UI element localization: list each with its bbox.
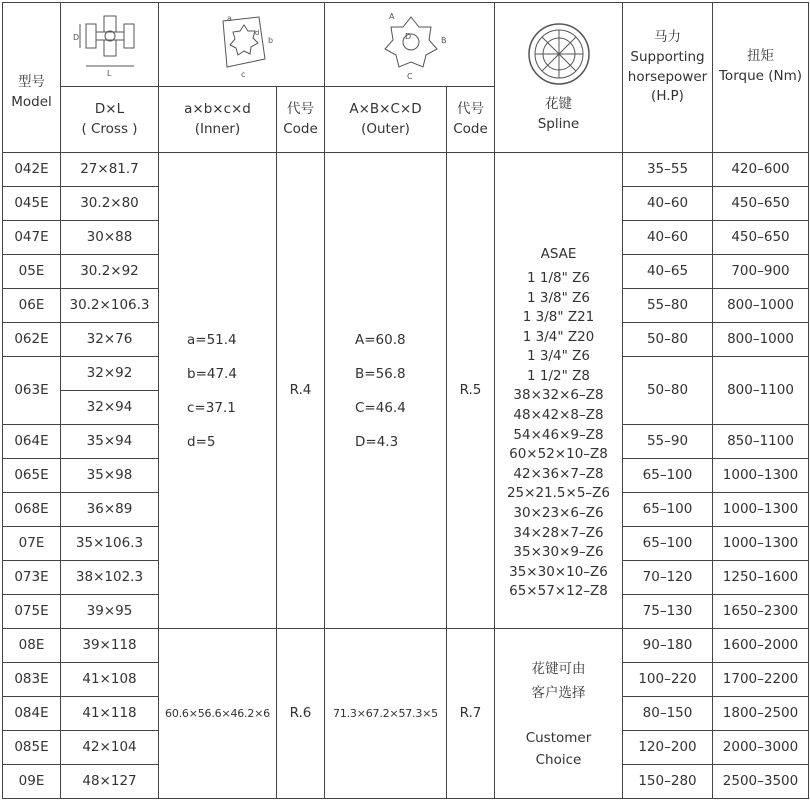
model-cell: 06E — [3, 289, 61, 323]
header-cross-dims: D×L — [94, 100, 125, 117]
torque-cell: 1000–1300 — [713, 527, 809, 561]
cross-cell: 35×94 — [61, 425, 159, 459]
spline-item: 35×30×10–Z6 — [509, 563, 608, 580]
outer-code-cell: R.5 — [447, 153, 495, 629]
outer-dims-cell: 71.3×67.2×57.3×5 — [325, 629, 447, 799]
header-torque-en: Torque (Nm) — [718, 67, 803, 84]
header-model-en: Model — [11, 93, 52, 110]
hp-cell: 40–60 — [623, 221, 713, 255]
model-cell: 068E — [3, 493, 61, 527]
spline-list-cell — [495, 153, 623, 629]
torque-cell: 800–1100 — [713, 357, 809, 425]
cross-cell: 38×102.3 — [61, 561, 159, 595]
spec-table — [2, 2, 809, 799]
torque-cell: 1600–2000 — [713, 629, 809, 663]
header-torque-cn: 扭矩 — [747, 47, 774, 64]
spline-item: 30×23×6–Z6 — [513, 505, 604, 522]
spline-item: 1 3/8" Z6 — [527, 289, 590, 306]
model-cell: 075E — [3, 595, 61, 629]
outer-diagram-label-d: D — [404, 31, 411, 41]
hp-cell: 65–100 — [623, 459, 713, 493]
header-spline-cn: 花键 — [545, 95, 572, 112]
hp-cell: 90–180 — [623, 629, 713, 663]
header-cross-label: ( Cross ) — [81, 120, 138, 137]
cross-cell: 30.2×80 — [61, 187, 159, 221]
hp-cell: 65–100 — [623, 493, 713, 527]
model-cell: 042E — [3, 153, 61, 187]
inner-dims-cell: a=51.4 b=47.4 c=37.1 d=5 — [159, 153, 277, 629]
model-cell: 047E — [3, 221, 61, 255]
spline-item: 25×21.5×5–Z6 — [506, 485, 611, 502]
header-inner-label: (Inner) — [194, 120, 241, 137]
inner-diagram-label-d: d — [254, 28, 259, 37]
outer-dims-cell: A=60.8 B=56.8 C=46.4 D=4.3 — [325, 153, 447, 629]
hp-cell: 120–200 — [623, 731, 713, 765]
header-outer-code-cn: 代号 — [457, 100, 484, 117]
spline-item: 65×57×12–Z8 — [509, 583, 608, 600]
table-row — [3, 153, 809, 187]
header-hp — [623, 3, 713, 153]
header-inner-code-cn: 代号 — [287, 100, 314, 117]
torque-cell: 450–650 — [713, 221, 809, 255]
inner-diagram-label-c: c — [240, 69, 245, 79]
cross-cell: 39×95 — [61, 595, 159, 629]
header-hp-en: Supporting horsepower (H.P) — [627, 48, 708, 105]
hp-cell: 100–220 — [623, 663, 713, 697]
hp-cell: 150–280 — [623, 765, 713, 799]
model-cell: 073E — [3, 561, 61, 595]
model-cell: 07E — [3, 527, 61, 561]
inner-dims-cell: 60.6×56.6×46.2×6 — [159, 629, 277, 799]
header-model — [3, 3, 61, 153]
spline-choice-cn: 花键可由 客户选择 — [531, 660, 586, 701]
header-inner-dims: a×b×c×d — [184, 100, 251, 117]
model-cell: 062E — [3, 323, 61, 357]
torque-cell: 800–1000 — [713, 323, 809, 357]
hp-cell: 40–65 — [623, 255, 713, 289]
hp-cell: 65–100 — [623, 527, 713, 561]
torque-cell: 450–650 — [713, 187, 809, 221]
spline-item: 1 3/8" Z21 — [522, 309, 595, 326]
header-outer-dims: A×B×C×D — [349, 100, 422, 117]
outer-diagram-label-a: A — [388, 11, 394, 21]
table-body — [3, 3, 809, 799]
torque-cell: 1800–2500 — [713, 697, 809, 731]
torque-cell: 1250–1600 — [713, 561, 809, 595]
cross-cell: 39×118 — [61, 629, 159, 663]
spline-item: 35×30×9–Z6 — [513, 544, 604, 561]
cross-cell: 32×92 — [61, 357, 159, 391]
cross-cell: 41×108 — [61, 663, 159, 697]
inner-diagram-cell — [159, 3, 325, 87]
torque-cell: 850–1100 — [713, 425, 809, 459]
torque-cell: 1000–1300 — [713, 493, 809, 527]
spline-item: 38×32×6–Z8 — [513, 387, 604, 404]
torque-cell: 420–600 — [713, 153, 809, 187]
hp-cell: 75–130 — [623, 595, 713, 629]
model-cell: 08E — [3, 629, 61, 663]
cross-cell: 35×106.3 — [61, 527, 159, 561]
torque-cell: 1650–2300 — [713, 595, 809, 629]
model-cell: 09E — [3, 765, 61, 799]
cross-cell: 30.2×106.3 — [61, 289, 159, 323]
inner-code-cell: R.6 — [277, 629, 325, 799]
spline-item: 42×36×7–Z8 — [513, 465, 604, 482]
cross-cell: 30.2×92 — [61, 255, 159, 289]
cross-cell: 32×76 — [61, 323, 159, 357]
model-cell: 084E — [3, 697, 61, 731]
hp-cell: 50–80 — [623, 323, 713, 357]
spline-item: 1 1/2" Z8 — [527, 367, 590, 384]
outer-code-cell: R.7 — [447, 629, 495, 799]
cross-diagram-label-l: L — [106, 68, 111, 78]
header-inner-code-en: Code — [283, 120, 318, 137]
header-outer — [325, 87, 447, 153]
model-cell: 085E — [3, 731, 61, 765]
header-outer-code — [447, 87, 495, 153]
torque-cell: 1000–1300 — [713, 459, 809, 493]
inner-code-cell: R.4 — [277, 153, 325, 629]
header-torque — [713, 3, 809, 153]
hp-cell: 40–60 — [623, 187, 713, 221]
model-cell: 045E — [3, 187, 61, 221]
torque-cell: 1700–2200 — [713, 663, 809, 697]
model-cell: 063E — [3, 357, 61, 425]
header-hp-cn: 马力 — [654, 29, 681, 46]
header-spline — [495, 3, 623, 153]
cross-cell: 32×94 — [61, 391, 159, 425]
torque-cell: 800–1000 — [713, 289, 809, 323]
header-cross — [61, 87, 159, 153]
spline-item: 1 3/4" Z20 — [522, 328, 595, 345]
header-inner-code — [277, 87, 325, 153]
header-model-cn: 型号 — [18, 73, 45, 90]
spline-item: 48×42×8–Z8 — [513, 407, 604, 424]
spline-item: 34×28×7–Z6 — [513, 524, 604, 541]
header-inner — [159, 87, 277, 153]
outer-diagram-label-c: C — [406, 71, 413, 81]
model-cell: 064E — [3, 425, 61, 459]
spline-item: 60×52×10–Z8 — [509, 446, 608, 463]
spline-item: ASAE — [540, 246, 577, 263]
header-outer-label: (Outer) — [361, 120, 410, 137]
hp-cell: 55–80 — [623, 289, 713, 323]
hp-cell: 70–120 — [623, 561, 713, 595]
torque-cell: 700–900 — [713, 255, 809, 289]
model-cell: 065E — [3, 459, 61, 493]
outer-diagram-label-b: B — [440, 35, 446, 45]
spline-item: 1 1/8" Z6 — [527, 269, 590, 286]
hp-cell: 35–55 — [623, 153, 713, 187]
cross-cell: 36×89 — [61, 493, 159, 527]
cross-cell: 48×127 — [61, 765, 159, 799]
model-cell: 05E — [3, 255, 61, 289]
inner-diagram-label-b: b — [267, 35, 273, 45]
cross-cell: 42×104 — [61, 731, 159, 765]
table-row — [3, 629, 809, 663]
torque-cell: 2500–3500 — [713, 765, 809, 799]
spline-item: 54×46×9–Z8 — [513, 426, 604, 443]
cross-cell: 30×88 — [61, 221, 159, 255]
header-spline-en: Spline — [537, 115, 580, 132]
torque-cell: 2000–3000 — [713, 731, 809, 765]
spline-item: 1 3/4" Z6 — [527, 348, 590, 365]
cross-cell: 35×98 — [61, 459, 159, 493]
cross-cell: 27×81.7 — [61, 153, 159, 187]
cross-diagram-icon — [70, 10, 150, 80]
hp-cell: 80–150 — [623, 697, 713, 731]
spline-diagram-icon — [526, 21, 592, 87]
cross-cell: 41×118 — [61, 697, 159, 731]
model-cell: 083E — [3, 663, 61, 697]
hp-cell: 55–90 — [623, 425, 713, 459]
hp-cell: 50–80 — [623, 357, 713, 425]
spline-choice-en: Customer Choice — [525, 729, 592, 768]
header-outer-code-en: Code — [453, 120, 488, 137]
outer-spline-diagram-icon — [365, 9, 455, 81]
inner-spline-diagram-icon — [197, 9, 287, 81]
cross-diagram-cell — [61, 3, 159, 87]
inner-diagram-label-a: a — [226, 13, 232, 23]
cross-diagram-label-d: D — [72, 32, 79, 42]
outer-diagram-cell — [325, 3, 495, 87]
spline-choice-cell — [495, 629, 623, 799]
